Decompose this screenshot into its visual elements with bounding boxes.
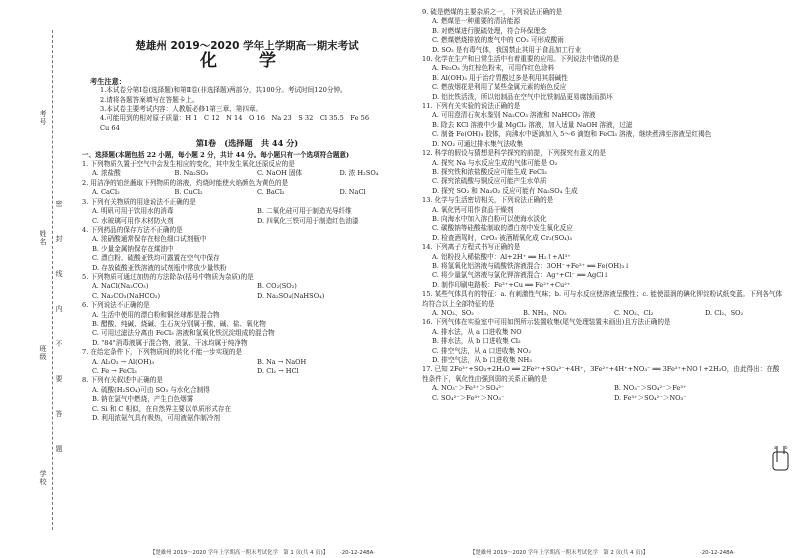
answer-option: A. 排水法，从 a 口进收集 NO bbox=[432, 327, 522, 336]
section-title: 第Ⅰ卷 (选择题 共 44 分) bbox=[195, 138, 299, 149]
subject-title: 化 学 bbox=[200, 51, 294, 72]
answer-option: B. 醋酸、纯碱、烧碱、生石灰分别属于酸、碱、盐、氧化物 bbox=[92, 319, 266, 328]
answer-option: C. 将少量氯气溶液与氯化钾溶液混合：Ag⁺+Cl⁻ ══ AgCl↓ bbox=[432, 271, 609, 280]
answer-option: C. 漂白粉、硫酸亚铁均可露置在空气中保存 bbox=[92, 254, 220, 263]
section-instruction: 一、选择题(本题包括 22 小题，每小题 2 分，共计 44 分。每小题只有一个选项符合题意) bbox=[82, 150, 350, 159]
svg-text:b: b bbox=[785, 445, 788, 450]
question-stem: 11. 下列有关实验的说法正确的是 bbox=[422, 102, 521, 111]
question bbox=[422, 196, 786, 243]
answer-option: B. NO₃⁻＞SO₄²⁻＞Fe³⁺ bbox=[614, 384, 687, 393]
answer-option: A. 探究 Na 与水反应生成的气体可能是 O₂ bbox=[432, 158, 558, 167]
answer-option: B. CuCl₂ bbox=[174, 188, 203, 197]
question bbox=[82, 179, 412, 198]
question bbox=[422, 8, 786, 55]
question bbox=[422, 102, 786, 149]
option-row bbox=[82, 358, 412, 367]
option-row bbox=[422, 394, 786, 403]
seal-char: 内 bbox=[55, 305, 63, 312]
answer-option: B. 钠在氯气中燃烧，产生白色烟雾 bbox=[92, 395, 194, 404]
answer-option: D. NaCl bbox=[339, 188, 366, 197]
footer-left-code: ·20-12-248A· bbox=[340, 550, 376, 556]
option-row bbox=[82, 207, 412, 216]
answer-option: D. SO₂ 是有毒气体，我国禁止其用于食品加工行业 bbox=[432, 45, 582, 54]
answer-option: B. NH₃、NO₂ bbox=[523, 309, 567, 317]
question-stem: 4. 下列药品的保存方法不正确的是 bbox=[82, 225, 183, 234]
answer-option: B. 少量金属钠保存在煤油中 bbox=[92, 244, 174, 253]
question-stem: 1. 下列物质久置于空气中会发生相应的变化，其中发生氧化还原反应的是 bbox=[82, 160, 295, 169]
exam-title: 楚雄州 2019～2020 学年上学期高一期末考试 bbox=[135, 40, 359, 52]
answer-option: A. 浓硝酸通常保存在棕色细口试剂瓶中 bbox=[92, 235, 207, 244]
question bbox=[82, 226, 412, 273]
answer-option: C. 燃煤燃烧排放的废气中的 CO₂ 可形成酸雨 bbox=[432, 36, 564, 45]
answer-option: D. Fe³⁺＞SO₄²⁻＞NO₃⁻ bbox=[614, 393, 687, 402]
answer-option: A. 铝粉投入稀盐酸中：Al+2H⁺ ══ H₂↑+Al³⁺ bbox=[432, 252, 571, 261]
answer-option: C. 探究浓硫酸与铜反应可能产生水单质 bbox=[432, 177, 547, 186]
question-stem: 2. 用洁净的铂丝蘸取下列物质的溶液，灼烧时能使火焰颜色为黄色的是 bbox=[82, 178, 289, 187]
seal-char: 线 bbox=[55, 270, 63, 277]
answer-option: C. BaCl₂ bbox=[257, 188, 285, 197]
question bbox=[82, 160, 412, 179]
answer-option: A. CaCl₂ bbox=[92, 188, 120, 197]
answer-option: C. Na₂CO₃(NaHCO₃) bbox=[92, 291, 161, 300]
answer-option: B. CO₂(SO₂) bbox=[257, 282, 297, 291]
answer-option: D. 四氧化三铁可用于制造红色油漆 bbox=[257, 216, 359, 225]
answer-option: B. 排水法，从 b 口进收集 Cl₂ bbox=[432, 337, 521, 346]
answer-option: C. 碳酸钠等硅酸盐制取的漂白剂中发生氧化反应 bbox=[432, 224, 573, 233]
answer-option: D. 探究 SO₂ 和 Na₂O₂ 反应可能有 Na₂SO₄ 生成 bbox=[432, 186, 578, 195]
seal-line bbox=[52, 30, 53, 530]
seal-char: 题 bbox=[55, 445, 63, 452]
option-row bbox=[82, 282, 412, 291]
question bbox=[82, 376, 412, 423]
question-stem: 5. 下列物质可通过加热的方法除杂(括号中物质为杂质)的是 bbox=[82, 272, 254, 281]
question-list-right bbox=[422, 8, 786, 403]
answer-option: B. 二氧化硅可用于制造光导纤维 bbox=[257, 207, 352, 216]
answer-option: A. Fe₂O₃ 为红棕色粉末，可用作红色涂料 bbox=[432, 64, 555, 73]
answer-option: A. NO₂、SO₂ bbox=[432, 309, 474, 317]
answer-option: A. 硫酸(H₂SO₄)可由 SO₃ 与水化合制得 bbox=[92, 385, 210, 394]
note-item: 4.可能用到的相对原子质量：H 1 C 12 N 14 O 16 Na 23 S 32 Cl 35.5 Fe 56 bbox=[100, 114, 370, 123]
answer-option: D. 制作印刷电路板：Fe³⁺+Cu ══ Fe²⁺+Cu²⁺ bbox=[432, 280, 571, 289]
answer-option: A. 燃煤是一种重要的清洁能源 bbox=[432, 17, 521, 26]
answer-option: B. 向海水中加入溶白粉可以使海水淡化 bbox=[432, 214, 547, 223]
footer-left: 【楚雄州 2019～2020 学年上学期高一期末考试化学 第 1 页(共 4 页)】 bbox=[150, 550, 329, 556]
answer-option: B. Na₂SO₃ bbox=[174, 169, 209, 178]
seal-char: 答 bbox=[55, 410, 63, 417]
note-item: Cu 64 bbox=[100, 123, 120, 132]
answer-option: B. 除去 KCl 溶液中少量 MgCl₂ 溶液，加入适量 NaOH 溶液，过滤 bbox=[432, 120, 633, 129]
question bbox=[422, 243, 786, 290]
option-row bbox=[82, 188, 412, 197]
question bbox=[422, 365, 786, 403]
question-stem: 16. 下列气体在实验室中可用如图所示装置收集(尾气处理装置未画出)且方法正确的是 bbox=[422, 318, 671, 327]
question bbox=[82, 301, 412, 348]
option-row bbox=[422, 384, 786, 393]
answer-option: C. 排空气法，从 a 口进收集 NO₂ bbox=[432, 346, 531, 355]
answer-option: B. Na → NaOH bbox=[257, 357, 307, 366]
page-left bbox=[82, 8, 412, 548]
answer-option: D. 检查酒驾时，CrO₃ 被酒精氧化成 Cr₂(SO₄)₃ bbox=[432, 233, 573, 242]
answer-option: C. Si 和 C 相似，在自然界主要以单质形式存在 bbox=[92, 404, 232, 413]
question bbox=[422, 318, 786, 365]
question bbox=[422, 149, 786, 196]
question-stem: 8. 下列有关叙述中正确的是 bbox=[82, 376, 163, 385]
answer-option: C. 可用过滤法分离由 FeCl₃ 溶液和氢氧化铁沉淀组成的混合物 bbox=[92, 329, 275, 338]
answer-option: B. Al(OH)₃ 用于治疗胃酸过多是利用其弱碱性 bbox=[432, 73, 568, 82]
question bbox=[82, 273, 412, 301]
option-row bbox=[82, 292, 412, 301]
answer-option: D. 铝比铁活泼，所以铝制品在空气中比铁制品更易腐蚀而损坏 bbox=[432, 92, 613, 101]
question-stem: 12. 科学的假设与猜想是科学探究的前提，下列探究有意义的是 bbox=[422, 149, 607, 158]
label-name: 姓名 bbox=[39, 230, 47, 246]
answer-option: C. NaOH 固体 bbox=[257, 169, 303, 178]
answer-option: D. Cl₂ → HCl bbox=[257, 367, 299, 375]
question bbox=[422, 290, 786, 318]
answer-option: C. 水玻璃可用作木材防火剂 bbox=[92, 216, 174, 225]
answer-option: A. 生活中使用的漂白粉和铜丝球都是混合物 bbox=[92, 310, 220, 319]
answer-option: A. 浓盐酸 bbox=[92, 169, 121, 178]
svg-text:a: a bbox=[774, 445, 777, 450]
answer-option: D. 存放硫酸亚铁溶液的试剂瓶中常放少量铁粉 bbox=[92, 263, 227, 272]
notes-heading: 考生注意： bbox=[90, 76, 126, 86]
question-stem: 9. 硫是燃煤的主要杂质之一，下列说法正确的是 bbox=[422, 8, 563, 16]
answer-option: A. Al₂O₃ → Al(OH)₃ bbox=[92, 357, 155, 366]
label-class: 班级 bbox=[39, 345, 47, 361]
question-stem: 6. 下列说法不正确的是 bbox=[82, 301, 150, 310]
answer-option: D. 浓 H₂SO₄ bbox=[339, 169, 379, 178]
answer-option: D. NO₂ 可通过排水集气法收集 bbox=[432, 139, 524, 148]
label-school: 学校 bbox=[39, 470, 47, 486]
answer-option: B. 对燃煤进行脱硫处理，符合环保理念 bbox=[432, 26, 547, 35]
note-item: 1.本试卷分第Ⅰ卷(选择题)和第Ⅱ卷(非选择题)两部分，共100分。考试时间120分钟。 bbox=[100, 86, 347, 95]
question-stem: 3. 下列有关物质的用途说法不正确的是 bbox=[82, 197, 196, 206]
answer-option: D. "84"消毒液属于混合物，液氯、干冰均属于纯净物 bbox=[92, 338, 248, 347]
question-stem: 15. 某些气体具有的特征：a. 有刺激性气味；b. 可与水反应使溶液呈酸性；c. 能使湿润的碘化钾淀粉试纸变蓝。下列各气体均符合以上全部特征的是 bbox=[422, 290, 783, 308]
option-row bbox=[82, 217, 412, 226]
answer-option: C. SO₄²⁻＞Fe³⁺＞NO₃⁻ bbox=[432, 393, 505, 402]
answer-option: A. 明矾可用于饮用水的消毒 bbox=[92, 207, 174, 216]
question-stem: 13. 化学与生活密切相关，下列说法正确的是 bbox=[422, 196, 554, 205]
seal-char: 不 bbox=[55, 340, 63, 347]
question bbox=[82, 348, 412, 376]
answer-option: C. 燃放烟花是利用了某些金属元素的焰色反应 bbox=[432, 83, 567, 92]
footer-right: 【楚雄州 2019～2020 学年上学期高一期末考试化学 第 2 页(共 4 页)】 bbox=[470, 550, 649, 556]
answer-option: C. 制备 Fe(OH)₃ 胶体，向沸水中逐滴加入 5～6 滴饱和 FeCl₃ 溶液，继续煮沸至溶液呈红褐色 bbox=[432, 130, 712, 139]
answer-option: D. 排空气法，从 b 口进收集 NH₃ bbox=[432, 356, 532, 365]
note-item: 3.本试卷主要考试内容：人教版必修1第三章、第四章。 bbox=[100, 105, 263, 114]
page-right bbox=[422, 8, 786, 548]
question-list-left bbox=[82, 160, 412, 423]
question-stem: 7. 在给定条件下，下列物质间的转化不能一步实现的是 bbox=[82, 348, 243, 357]
answer-option: A. NO₃⁻＞Fe³⁺＞SO₄²⁻ bbox=[432, 384, 505, 393]
question-stem: 17. 已知 2Fe³⁺+SO₂+2H₂O ══ 2Fe²⁺+SO₄²⁻+4H⁺，3Fe²⁺+4H⁺+NO₃⁻ ══ 3Fe³⁺+NO↑+2H₂O，由此得出：在酸性条件下，氧化性由强到弱的关系正确的是 bbox=[422, 365, 780, 383]
option-row bbox=[82, 367, 412, 376]
label-exam-number: 考号 bbox=[39, 110, 47, 126]
seal-char: 密 bbox=[55, 200, 63, 207]
answer-option: C. Fe → FeCl₃ bbox=[92, 367, 137, 375]
question bbox=[82, 198, 412, 226]
note-item: 2.请将各题答案填写在答题卡上。 bbox=[100, 95, 199, 104]
answer-option: A. 氧化钙可用作食品干燥剂 bbox=[432, 205, 514, 214]
seal-char: 要 bbox=[55, 375, 63, 382]
answer-option: D. Cl₂、SO₂ bbox=[705, 309, 744, 317]
answer-option: A. 可用澄清石灰水鉴别 Na₂CO₃ 溶液和 NaHCO₃ 溶液 bbox=[432, 111, 596, 120]
footer-right-code: ·20-12-248A· bbox=[700, 550, 736, 556]
option-row bbox=[82, 169, 412, 178]
option-row bbox=[422, 309, 786, 318]
question-stem: 10. 化学在生产和日常生活中有着重要的应用。下列说法中错误的是 bbox=[422, 55, 620, 64]
seal-char: 封 bbox=[55, 235, 63, 242]
answer-option: A. NaCl(Na₂CO₃) bbox=[92, 282, 149, 291]
question bbox=[422, 55, 786, 102]
answer-option: B. 探究铁和浓盐酸反应可能生成 FeCl₃ bbox=[432, 167, 547, 176]
question-stem: 14. 下列离子方程式书写正确的是 bbox=[422, 243, 521, 252]
answer-option: D. 利用浓氨气具有吸热，可用液氨作制冷剂 bbox=[92, 414, 220, 423]
answer-option: B. 将氢氧化铝溶液与硫酸铁溶液混合：3OH⁻+Fe³⁺ ══ Fe(OH)₃↓ bbox=[432, 261, 630, 270]
binding-gutter bbox=[0, 0, 78, 558]
answer-option: C. NO₂、Cl₂ bbox=[614, 309, 654, 317]
gas-collection-bottle-icon bbox=[770, 444, 792, 472]
answer-option: D. Na₂SO₄(NaHSO₄) bbox=[257, 291, 325, 300]
